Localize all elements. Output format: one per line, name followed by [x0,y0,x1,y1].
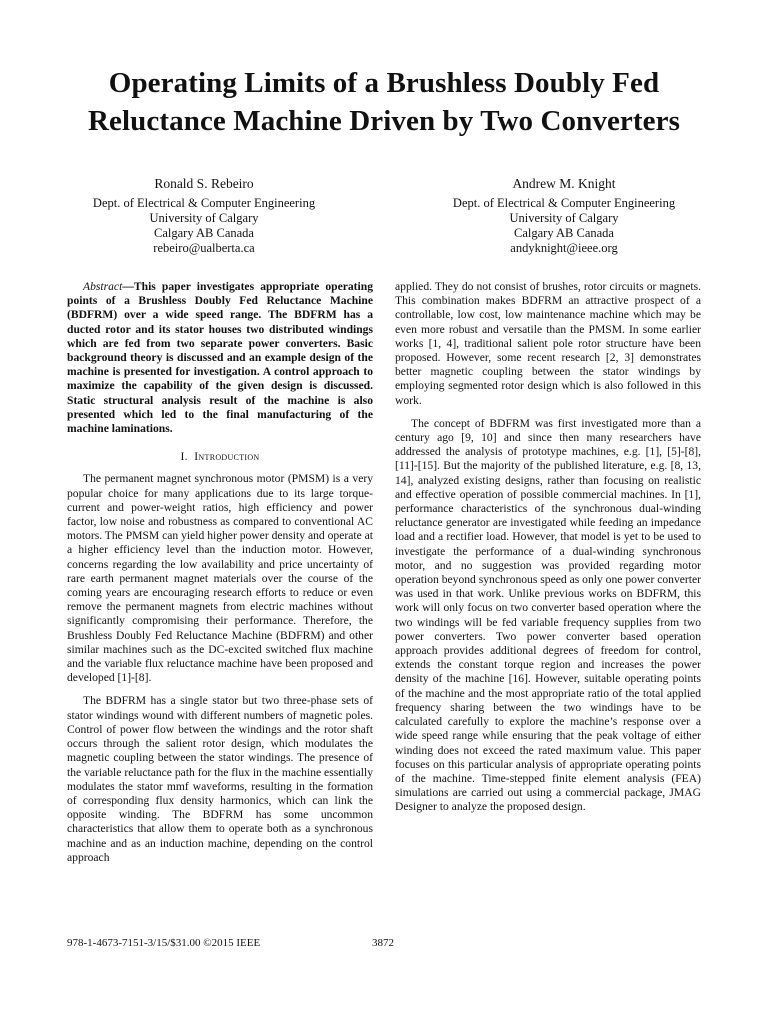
abstract-text: This paper investigates appropriate operating points of a Brushless Doubly Fed Reluctance Machine (BDFRM) over a wide speed range. The BDFRM has a ducted rotor and its stator houses two distributed windings which are fed from two separate power converters. Basic background theory is discussed and an example design of the machine is presented for investigation. A control approach to maximize the capability of the given design is discussed. Static structural analysis result of the machine is also presented which led to the final manufacturing of the machine laminations. [67,280,373,436]
title-line-1: Operating Limits of a Brushless Doubly Fed [108,67,660,99]
intro-paragraph-2: The BDFRM has a single stator but two three-phase sets of stator windings wound with different numbers of magnetic poles. Control of power flow between the windings and the rotor shaft occurs through the salient rotor design, which modulates the magnetic coupling between the stator windings. The presence of the variable reluctance path for the flux in the machine essentially modulates the stator mmf waveforms, resulting in the formation of corresponding flux density harmonics, which can link the opposite winding. The BDFRM has some uncommon characteristics that allow them to operate both as a synchronous machine and as an induction machine, depending on the control approach [67,694,373,864]
copyright-notice: 978-1-4673-7151-3/15/$31.00 ©2015 IEEE [67,937,261,949]
left-column [67,280,373,865]
right-column [395,280,701,815]
author-university: University of Calgary [149,211,259,225]
author-name: Andrew M. Knight [512,176,616,191]
author-department: Dept. of Electrical & Computer Engineering [452,196,676,210]
abstract-dash: — [122,280,134,293]
abstract [67,280,373,436]
intro-paragraph-1: The permanent magnet synchronous motor (PMSM) is a very popular choice for many applications due to its large torque-current and power-weight ratios, high efficiency and power factor, low noise and robustness as compared to conventional AC motors. The PMSM can yield higher power density and operate at a higher efficiency level than the induction motor. However, concerns regarding the low availability and price uncertainty of rare earth permanent magnet materials over the course of the coming years are encouraging research efforts to reduce or even remove the permanent magnets from electric machines without significantly compromising their performance. Therefore, the Brushless Doubly Fed Reluctance Machine (BDFRM) and other similar machines such as the DC-excited switched flux machine and the variable flux reluctance machine have been proposed and developed [1]-[8]. [67,472,373,685]
section-heading-introduction [67,450,373,464]
paper-title [40,64,728,140]
author-email: andyknight@ieee.org [510,241,618,255]
author-location: Calgary AB Canada [514,226,614,240]
right-paragraph-2: The concept of BDFRM was first investigated more than a century ago [9, 10] and since then many researchers have addressed the analysis of prototype machines, e.g. [1], [5]-[8], [11]-[15]. But the majority of the published literature, e.g. [8, 13, 14], analyzed existing designs, rather than focusing on realistic and effective operation of possible commercial machines. In [1], performance characteristics of the synchronous dual-winding reluctance generator are investigated while feeding an impedance load and a rectifier load. However, that model is yet to be used to investigate the performance of a dual-winding synchronous motor, and no suggestion was provided regarding motor operation beyond synchronous speed as only one power converter was used in that work. Unlike previous works on BDFRM, this work will only focus on two converter based operation where the two windings will be fed variable frequency supplies from two power converters. Two power converter based operation approach provides additional degrees of freedom for control, extends the constant torque region and increases the power density of the machine [16]. However, suitable operating points of the machine and the most appropriate ratio of the total applied frequency sharing between the two windings have to be calculated carefully to explore the machine’s response over a wide speed range while ensuring that the peak voltage of either winding does not exceed the rated maximum value. This paper focuses on this particular analysis of appropriate operating points of the machine. Time-stepped finite element analysis (FEA) simulations are carried out using a commercial package, JMAG Designer to analyze the proposed design. [395,416,701,814]
author-university: University of Calgary [509,211,619,225]
page-number: 3872 [372,937,394,949]
author-location: Calgary AB Canada [154,226,254,240]
title-line-2: Reluctance Machine Driven by Two Converters [88,105,680,137]
right-paragraph-1: applied. They do not consist of brushes, rotor circuits or magnets. This combination makes BDFRM an attractive prospect of a controllable, low cost, low maintenance machine which may be even more robust and versatile than the PMSM. In some earlier works [1, 4], traditional salient pole rotor structure have been proposed. However, some recent research [2, 3] demonstrates better magnetic coupling between the stator windings by employing segmented rotor design which is also followed in this work. [395,280,701,407]
author-name: Ronald S. Rebeiro [154,176,254,191]
author-email: rebeiro@ualberta.ca [153,241,255,255]
section-title: Introduction [194,450,260,464]
section-number: I. [180,450,188,464]
abstract-label: Abstract [83,280,123,293]
author-department: Dept. of Electrical & Computer Engineering [92,196,316,210]
author-block-1 [54,176,354,256]
author-block-2 [414,176,714,256]
